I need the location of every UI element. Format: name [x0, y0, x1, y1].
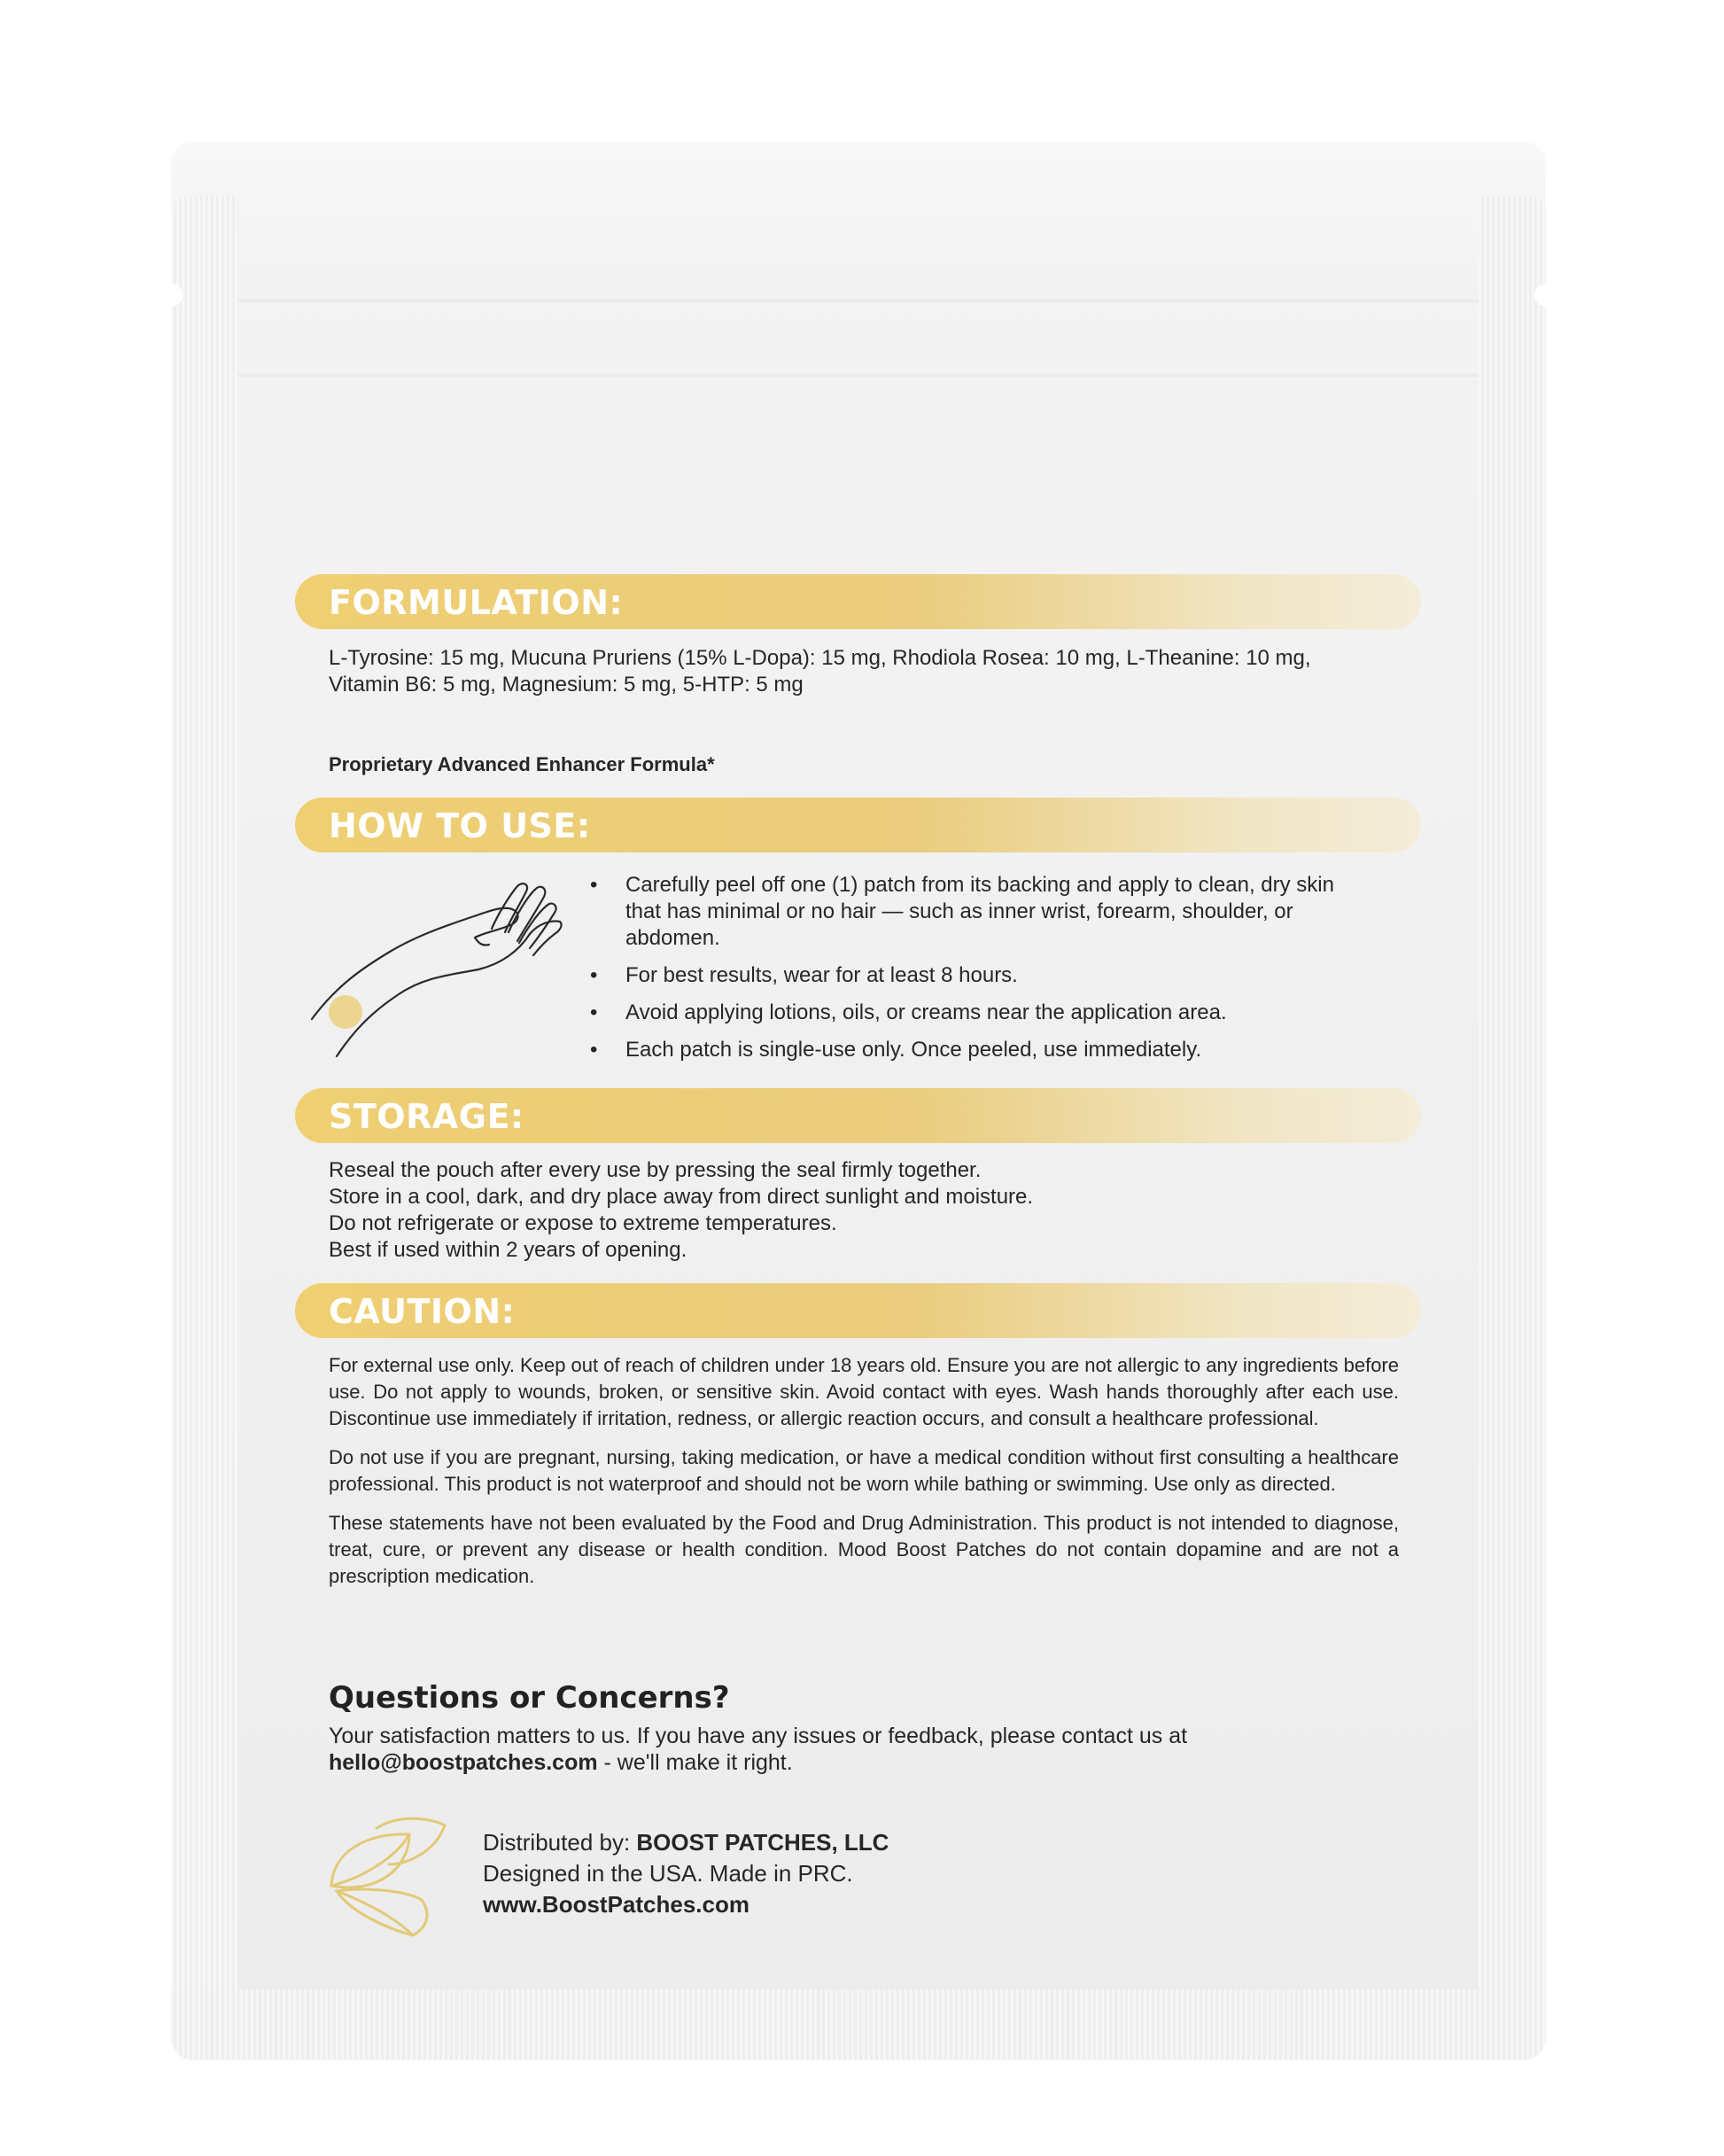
- distributor-line: [483, 1827, 889, 1858]
- distributor-info: [483, 1827, 889, 1920]
- questions-line: Your satisfaction matters to us. If you have any issues or feedback, please contact us at: [329, 1724, 1188, 1748]
- bullet: •: [590, 1038, 598, 1062]
- ingredients-line: Vitamin B6: 5 mg, Magnesium: 5 mg, 5-HTP: 5 mg: [329, 673, 804, 697]
- leaf-logo-icon: [324, 1815, 448, 1939]
- storage-header: [295, 1088, 1421, 1143]
- proprietary-formula: Proprietary Advanced Enhancer Formula*: [329, 753, 715, 775]
- formulation-ingredients: [329, 645, 1311, 698]
- origin-line: Designed in the USA. Made in PRC.: [483, 1860, 853, 1887]
- storage-line: Do not refrigerate or expose to extreme temperatures.: [329, 1211, 837, 1235]
- caution-header: [295, 1283, 1421, 1338]
- how-to-use-list: [585, 872, 1355, 1074]
- bullet: •: [590, 873, 598, 897]
- questions-line: [329, 1749, 1187, 1776]
- list-item-text: Avoid applying lotions, oils, or creams near the application area.: [625, 1000, 1227, 1024]
- distributor-company: BOOST PATCHES, LLC: [636, 1829, 889, 1856]
- formulation-heading: FORMULATION:: [329, 583, 624, 622]
- bullet: •: [590, 963, 598, 987]
- list-item: [585, 962, 1355, 989]
- storage-line: Store in a cool, dark, and dry place away from direct sunlight and moisture.: [329, 1185, 1034, 1209]
- caution-paragraph: For external use only. Keep out of reach of children under 18 years old. Ensure you are not allergic to any ingredients before use. Do not apply to wounds, broken, or sensitive skin. Avoid contact with eyes. Wash hands thoroughly after each use. Discontinue use immediately if irritation, redness, or allergic reaction occurs, and consult a healthcare professional.: [329, 1354, 1399, 1429]
- storage-instructions: [329, 1157, 1033, 1264]
- storage-line: Reseal the pouch after every use by pressing the seal firmly together.: [329, 1158, 982, 1182]
- caution-paragraph: Do not use if you are pregnant, nursing, taking medication, or have a medical condition without first consulting a healthcare professional. This product is not waterproof and should not be worn while bathing or swimming. Use only as directed.: [329, 1446, 1399, 1495]
- list-item: [585, 872, 1355, 952]
- ingredients-line: L-Tyrosine: 15 mg, Mucuna Pruriens (15% L-Dopa): 15 mg, Rhodiola Rosea: 10 mg, L-Theanine: 10 mg,: [329, 646, 1311, 670]
- questions-title: Questions or Concerns?: [329, 1680, 730, 1716]
- support-email[interactable]: hello@boostpatches.com: [329, 1750, 598, 1775]
- list-item-text: Each patch is single-use only. Once peeled, use immediately.: [625, 1038, 1202, 1062]
- distributor-prefix: Distributed by:: [483, 1829, 637, 1856]
- how-to-use-heading: HOW TO USE:: [329, 806, 591, 845]
- list-item: [585, 1000, 1355, 1026]
- caution-paragraph: These statements have not been evaluated by the Food and Drug Administration. This product is not intended to diagnose, treat, cure, or prevent any disease or health condition. Mood Boost Patches do not contain dopamine and are not a prescription medication.: [329, 1512, 1399, 1587]
- storage-heading: STORAGE:: [329, 1097, 524, 1136]
- storage-line: Best if used within 2 years of opening.: [329, 1238, 687, 1262]
- bullet: •: [590, 1000, 598, 1024]
- list-item: [585, 1037, 1355, 1063]
- list-item-text: For best results, wear for at least 8 hours.: [625, 963, 1018, 987]
- questions-body: [329, 1723, 1187, 1776]
- list-item-text: Carefully peel off one (1) patch from its backing and apply to clean, dry skin that has minimal or no hair — such as inner wrist, forearm, shoulder, or abdomen.: [625, 873, 1334, 950]
- caution-text: [329, 1352, 1399, 1590]
- how-to-use-header: [295, 798, 1421, 852]
- questions-suffix: - we'll make it right.: [597, 1750, 793, 1775]
- hand-patch-icon: [301, 870, 567, 1074]
- formulation-header: [295, 574, 1421, 629]
- website-link[interactable]: www.BoostPatches.com: [483, 1891, 749, 1918]
- caution-heading: CAUTION:: [329, 1292, 516, 1331]
